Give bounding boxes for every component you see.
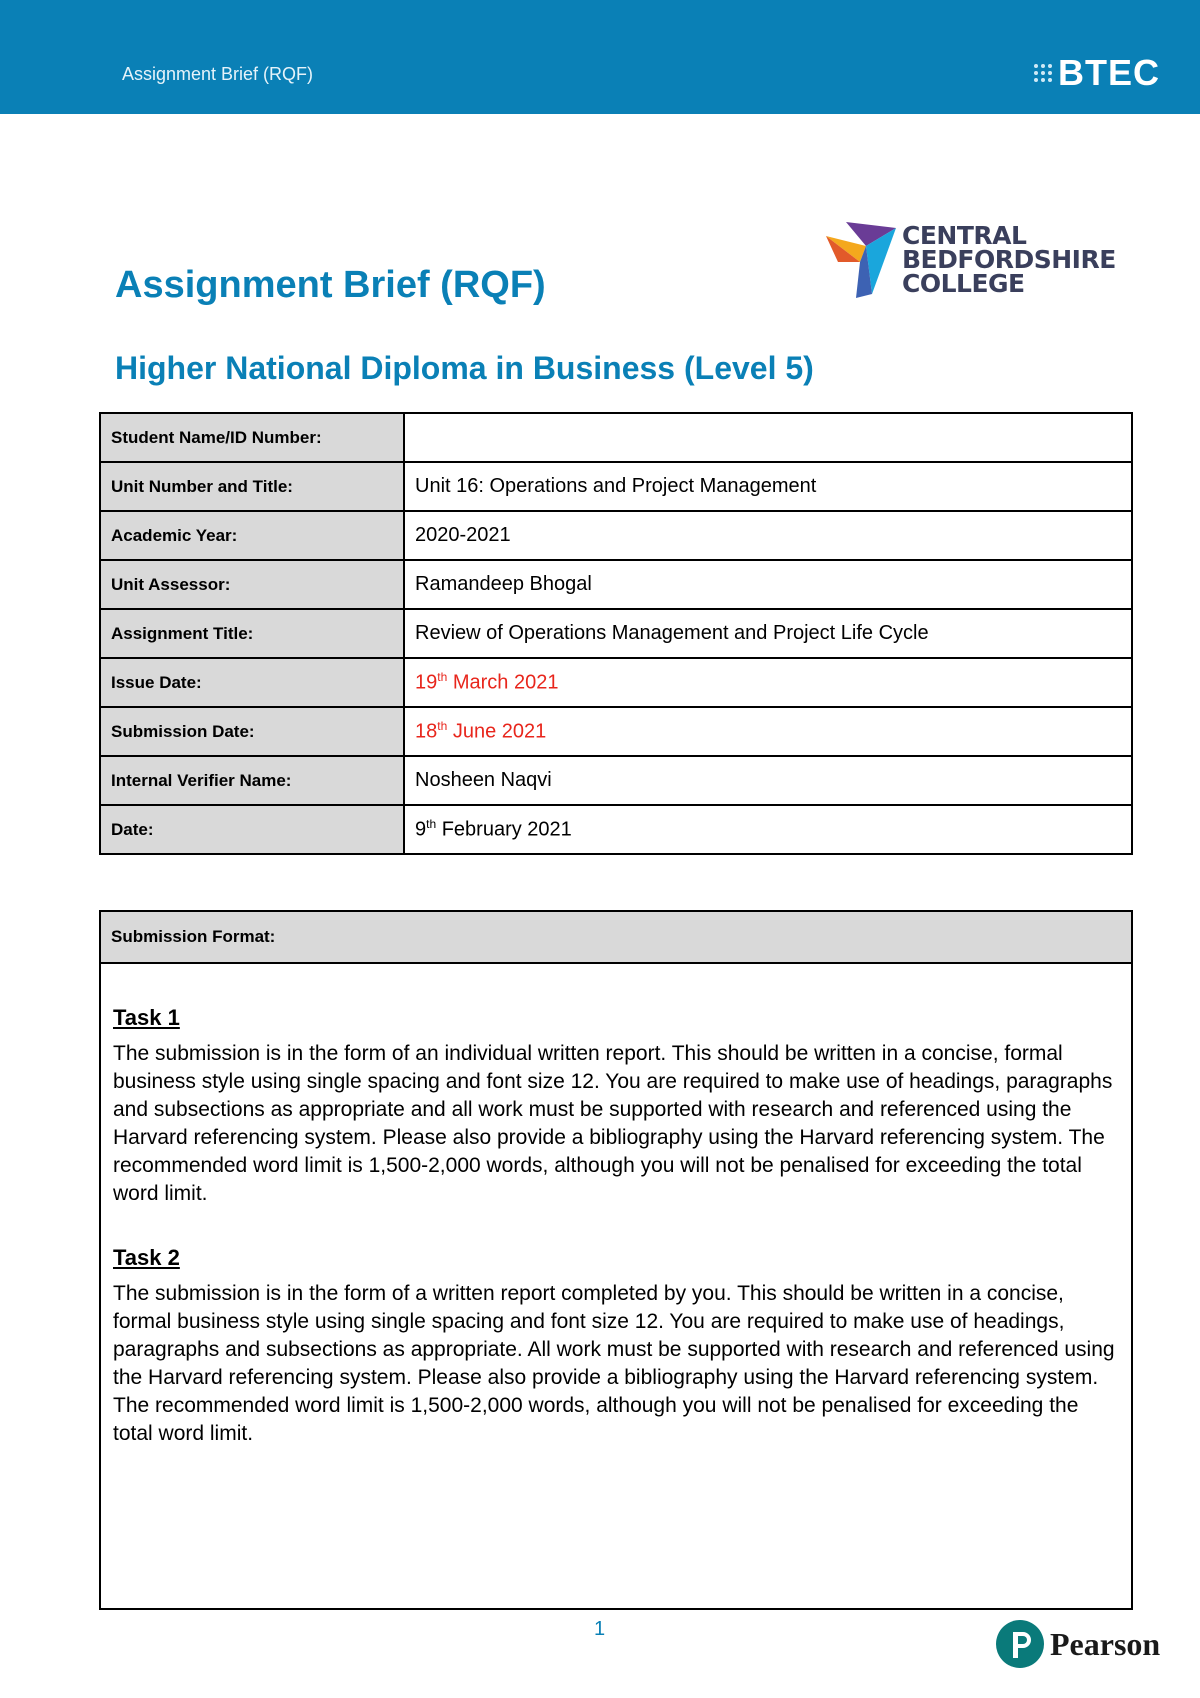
row-label: Academic Year: xyxy=(100,511,404,560)
header-banner xyxy=(0,0,1200,114)
submission-date-value: 18th June 2021 xyxy=(404,707,1132,756)
pearson-p-icon xyxy=(996,1620,1044,1668)
row-value: Nosheen Naqvi xyxy=(404,756,1132,805)
header-title: Assignment Brief (RQF) xyxy=(122,64,314,84)
issue-date-value: 19th March 2021 xyxy=(404,658,1132,707)
btec-logo xyxy=(1034,52,1160,94)
task-2-title: Task 2 xyxy=(113,1245,180,1270)
row-label: Date: xyxy=(100,805,404,854)
college-star-icon xyxy=(826,222,896,298)
page-subtitle: Higher National Diploma in Business (Level 5) xyxy=(115,350,814,386)
table-row xyxy=(100,511,1132,560)
verification-date-value: 9th February 2021 xyxy=(404,805,1132,854)
row-label: Submission Date: xyxy=(100,707,404,756)
row-value: Review of Operations Management and Project Life Cycle xyxy=(404,609,1132,658)
submission-format-box xyxy=(99,910,1133,1610)
btec-dots-icon xyxy=(1034,64,1052,82)
assignment-info-table xyxy=(99,412,1133,855)
pearson-logo xyxy=(996,1620,1160,1668)
college-logo xyxy=(826,222,1116,298)
row-label: Assignment Title: xyxy=(100,609,404,658)
row-label: Unit Assessor: xyxy=(100,560,404,609)
row-value: 2020-2021 xyxy=(404,511,1132,560)
row-label: Unit Number and Title: xyxy=(100,462,404,511)
table-row xyxy=(100,462,1132,511)
pearson-logo-text: Pearson xyxy=(1050,1625,1161,1662)
row-value: Unit 16: Operations and Project Management xyxy=(404,462,1132,511)
task-1-text: The submission is in the form of an individual written report. This should be written in a concise, formal business style using single spacing and font size 12. You are required to make use of headings, paragraphs and subsections as appropriate and all work must be supported with research and referenced using the Harvard referencing system. Please also provide a bibliography using the Harvard referencing system. The recommended word limit is 1,500-2,000 words, although you will not be penalised for exceeding the total word limit. xyxy=(113,1042,1113,1205)
page-title: Assignment Brief (RQF) xyxy=(115,264,546,306)
table-row xyxy=(100,413,1132,462)
row-label: Student Name/ID Number: xyxy=(100,413,404,462)
row-label: Internal Verifier Name: xyxy=(100,756,404,805)
table-row xyxy=(100,805,1132,854)
college-name: CENTRAL BEDFORDSHIRE COLLEGE xyxy=(902,221,1116,298)
page-number: 1 xyxy=(594,1618,606,1640)
student-name-field[interactable] xyxy=(404,413,1132,462)
task-1-title: Task 1 xyxy=(113,1005,180,1030)
row-value: Ramandeep Bhogal xyxy=(404,560,1132,609)
table-row xyxy=(100,658,1132,707)
btec-logo-text: BTEC xyxy=(1058,52,1160,93)
submission-format-body xyxy=(101,1004,1131,1448)
submission-format-heading: Submission Format: xyxy=(101,912,1131,964)
table-row xyxy=(100,560,1132,609)
row-label: Issue Date: xyxy=(100,658,404,707)
table-row xyxy=(100,707,1132,756)
table-row xyxy=(100,756,1132,805)
task-2-text: The submission is in the form of a written report completed by you. This should be written in a concise, formal business style using single spacing and font size 12. You are required to make use of headings, paragraphs and subsections as appropriate. All work must be supported with research and referenced using the Harvard referencing system. Please also provide a bibliography using the Harvard referencing system. The recommended word limit is 1,500-2,000 words, although you will not be penalised for exceeding the total word limit. xyxy=(113,1282,1115,1445)
table-row xyxy=(100,609,1132,658)
